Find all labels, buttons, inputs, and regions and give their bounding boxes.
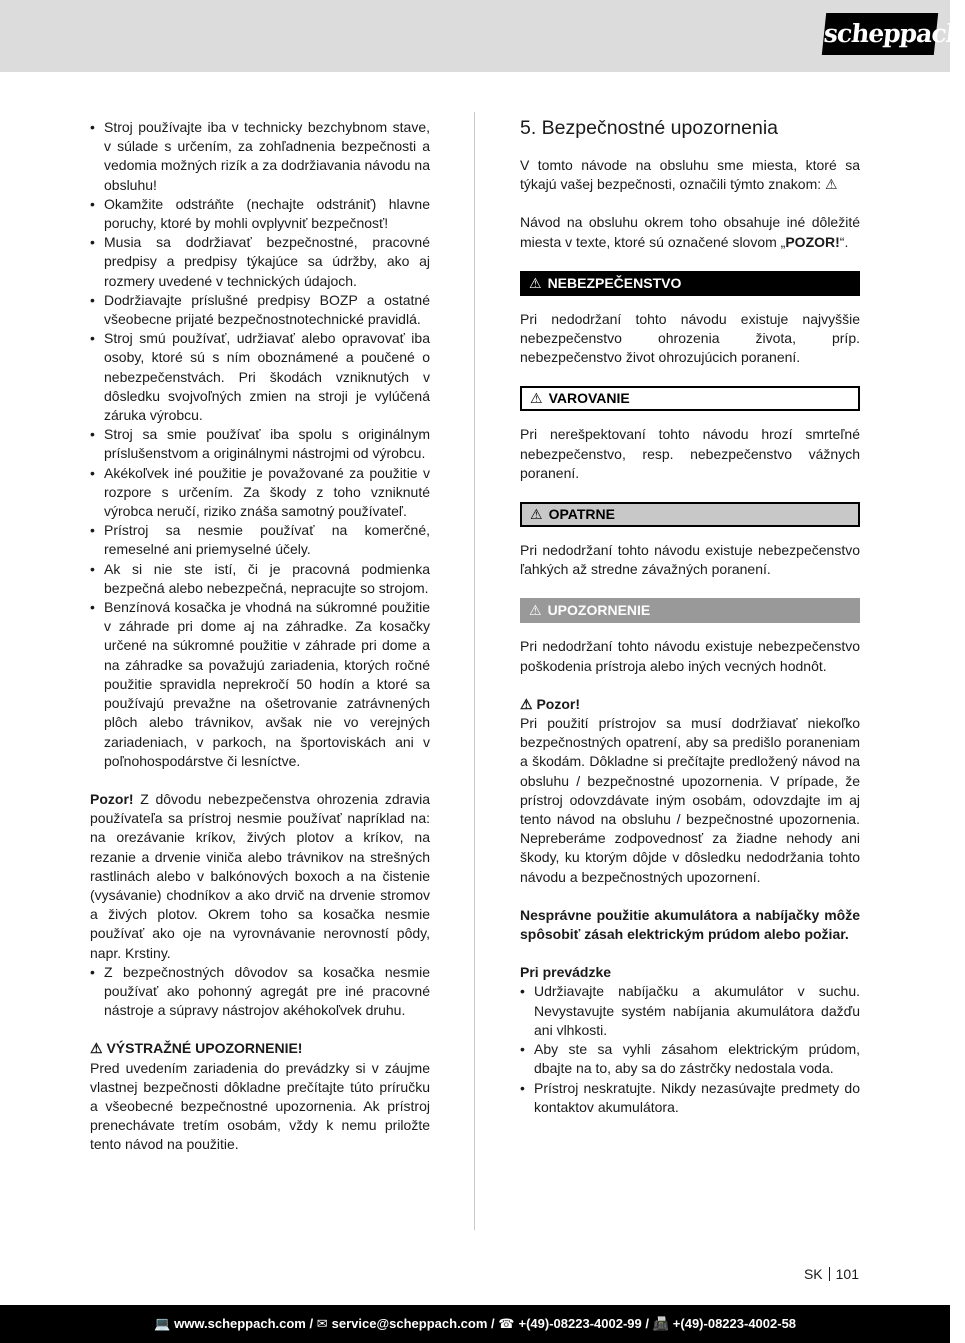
- notice-label: UPOZORNENIE: [547, 602, 651, 619]
- caution-label: OPATRNE: [548, 506, 615, 523]
- section-title: 5. Bezpečnostné upozornenia: [520, 117, 779, 139]
- warning-triangle-icon: ⚠: [529, 274, 542, 291]
- list-item: • Aby ste sa vyhli zásahom elektrickým prúdom, dbajte na to, aby sa do zástrčky nedostala voda.: [520, 1040, 860, 1078]
- intro2-text: Návod na obsluhu okrem toho obsahuje iné dôležité miesta v texte, ktoré sú označené slovom „: [520, 214, 860, 250]
- list-item: • Udržiavajte nabíjačku a akumulátor v suchu. Nevystavujte systém nabíjania akumulátora dažďu ani vlhkosti.: [520, 982, 860, 1040]
- operation-heading: Pri prevádzke: [520, 964, 612, 981]
- page-language: SK: [803, 1266, 823, 1282]
- danger-text: Pri nedodržaní tohto návodu existuje najvyššie nebezpečenstvo ohrozenia života, príp. nebezpečenstvo život ohrozujúcich poranení.: [520, 310, 860, 366]
- list-item: • Akékoľvek iné použitie je považované za použitie v rozpore s určením. Za škody z toho vzniknuté výrobca neručí, riziko znáša samotný používateľ.: [90, 464, 430, 522]
- footer-website[interactable]: www.scheppach.com: [174, 1316, 306, 1331]
- warning-label: VAROVANIE: [548, 390, 630, 407]
- warning-triangle-icon: ⚠: [530, 390, 543, 407]
- warning-triangle-icon: ⚠: [90, 1040, 103, 1057]
- footer-email[interactable]: service@scheppach.com: [331, 1316, 488, 1331]
- computer-icon: 💻: [153, 1316, 171, 1331]
- list-item: • Okamžite odstráňte (nechajte odstrániť) hlavne poruchy, ktoré by mohli ovplyvniť bezpečnosť!: [90, 195, 430, 233]
- intro-paragraph-1: V tomto návode na obsluhu sme miesta, ktoré sa týkajú vašej bezpečnosti, označili týmto znakom: ⚠: [520, 157, 860, 193]
- intro2-end: “.: [839, 233, 849, 250]
- list-item: • Benzínová kosačka je vhodná na súkromné použitie v záhrade pri dome aj na záhradke. Za kosačky určené na súkromné použitie v záhrade pri dome a na záhradke sa považujú zariadenia, ktorých ročné použitie spravidla neprekročí 50 hodín a ktoré sa používajú prevažne na ošetrovanie zatrávnených plôch alebo trávnikov, avšak nie vo verejných zariadeniach, v parkoch, na športoviskách ani v poľnohospodárstve či lesníctve.: [90, 598, 430, 771]
- footer-separator: /: [491, 1316, 495, 1331]
- footer-fax: +(49)-08223-4002-58: [672, 1316, 797, 1331]
- right-column: [520, 118, 860, 1117]
- page-number-value: 101: [835, 1266, 859, 1282]
- list-item: • Musia sa dodržiavať bezpečnostné, pracovné predpisy a predpisy týkajúce sa údržby, ako aj rozmery uvedené v technických údajoch.: [90, 233, 430, 291]
- header-band: [0, 0, 950, 72]
- notice-text: Pri nedodržaní tohto návodu existuje nebezpečenstvo poškodenia prístroja alebo iných vecných hodnôt.: [520, 638, 860, 674]
- pozor-heading: [520, 695, 860, 714]
- list-item: • Prístroj sa nesmie používať na komerčné, remeselné ani priemyselné účely.: [90, 521, 430, 559]
- caution-label-box: [520, 502, 860, 527]
- operation-list: [520, 982, 860, 1116]
- battery-warning: Nesprávne použitie akumulátora a nabíjačky môže spôsobiť zásah elektrickým prúdom alebo požiar.: [520, 906, 860, 943]
- page-number: [804, 1265, 859, 1283]
- list-item: • Z bezpečnostných dôvodov sa kosačka nesmie používať ako pohonný agregát pre iné pracovné nástroje a súpravy nástrojov akéhokoľvek druhu.: [90, 963, 430, 1021]
- list-item: • Stroj sa smie používať iba spolu s originálnym príslušenstvom a originálnymi nástrojmi od výrobcu.: [90, 425, 430, 463]
- warning-text: Pri nerešpektovaní tohto návodu hrozí smrteľné nebezpečenstvo, resp. nebezpečenstvo vážnych poranení.: [520, 426, 860, 481]
- footer-phone[interactable]: +(49)-08223-4002-99: [518, 1316, 642, 1331]
- warning-heading-text: VÝSTRAŽNÉ UPOZORNENIE!: [106, 1040, 303, 1057]
- warning-triangle-icon: ⚠: [530, 506, 543, 523]
- caution-text: Pri nedodržaní tohto návodu existuje nebezpečenstvo ľahkých až stredne závažných poranení.: [520, 542, 860, 578]
- left-column: [90, 118, 430, 1155]
- usage-rules-list: [90, 118, 430, 771]
- warning-label-box: [520, 386, 860, 411]
- warning-triangle-icon: ⚠: [520, 695, 533, 712]
- email-icon: ✉: [316, 1316, 328, 1331]
- fax-icon: 📠: [652, 1316, 669, 1331]
- danger-label: NEBEZPEČENSTVO: [547, 274, 682, 291]
- column-divider: [474, 112, 475, 1230]
- warning-heading: [90, 1039, 430, 1058]
- list-item: • Ak si nie ste istí, či je pracovná podmienka bezpečná alebo nebezpečná, nepracujte so strojom.: [90, 560, 430, 598]
- footer-separator: /: [645, 1316, 649, 1331]
- pozor-label: Pozor!: [90, 790, 134, 807]
- warning-text: Pred uvedením zariadenia do prevádzky si v záujme vlastnej bezpečnosti dôkladne prečítajte túto príručku a všeobecné bezpečnostné upozornenia. Ak prístroj prenechávate tretím osobám, vždy k nemu priložte tento návod na použitie.: [90, 1059, 430, 1153]
- list-item: • Stroj používajte iba v technicky bezchybnom stave, v súlade s určením, za zohľadnenia bezpečnosti a vedomia možných rizík a za dodržiavania návodu na obsluhu!: [90, 118, 430, 195]
- list-item: • Dodržiavajte príslušné predpisy BOZP a ostatné všeobecne prijaté bezpečnostnotechnické pravidlá.: [90, 291, 430, 329]
- pozor-heading-text: Pozor!: [536, 695, 581, 712]
- list-item: • Stroj smú používať, udržiavať alebo opravovať iba osoby, ktoré sú s ním oboznámené a poučené o nebezpečenstvách. Pri škodách vzniknutých v dôsledku svojvoľných zmien na stroji je vylúčená záruka výrobcu.: [90, 329, 430, 425]
- safety-list: [90, 963, 430, 1021]
- pozor-text: Pri použití prístrojov sa musí dodržiavať niekoľko bezpečnostných opatrení, aby sa predišlo poraneniam a škodám. Dôkladne si prečítajte predložený návod na obsluhu / bezpečnostné upozornenia. V prípade, že prístroj odovzdávate iným osobám, odovzdajte im aj tento návod na obsluhu / bezpečnostné upozornenia. Nepreberáme zodpovednosť za žiadne nehody ani škody, ku ktorým dôjde v dôsledku nedodržania tohto návodu a bezpečnostných upozornení.: [520, 715, 860, 885]
- footer-separator: /: [309, 1316, 314, 1331]
- footer-bar: [0, 1305, 950, 1343]
- phone-icon: ☎: [498, 1316, 515, 1331]
- pozor-text: Z dôvodu nebezpečenstva ohrozenia zdravia používateľa sa prístroj nesmie používať napríklad na: na orezávanie kríkov, živých plotov a kríkov, na rezanie a drvenie viniča alebo trávnikov na strešných rastlinách alebo v balkónových boxoch a na čistenie (vysávanie) chodníkov a ako drvič na drvenie stromov a živých plotov. Okrem toho sa kosačka nesmie používať ako oje na vyrovnávanie nerovností pôdy, napr. Krstiny.: [90, 790, 430, 961]
- danger-label-box: [520, 271, 860, 296]
- warning-triangle-icon: ⚠: [529, 602, 542, 619]
- notice-label-box: [520, 598, 860, 623]
- pozor-paragraph: [90, 790, 430, 963]
- intro2-keyword: POZOR!: [785, 233, 840, 250]
- brand-logo: scheppach: [822, 13, 938, 55]
- list-item: • Prístroj neskratujte. Nikdy nezasúvajte predmety do kontaktov akumulátora.: [520, 1079, 860, 1117]
- intro-paragraph-2: [520, 213, 860, 251]
